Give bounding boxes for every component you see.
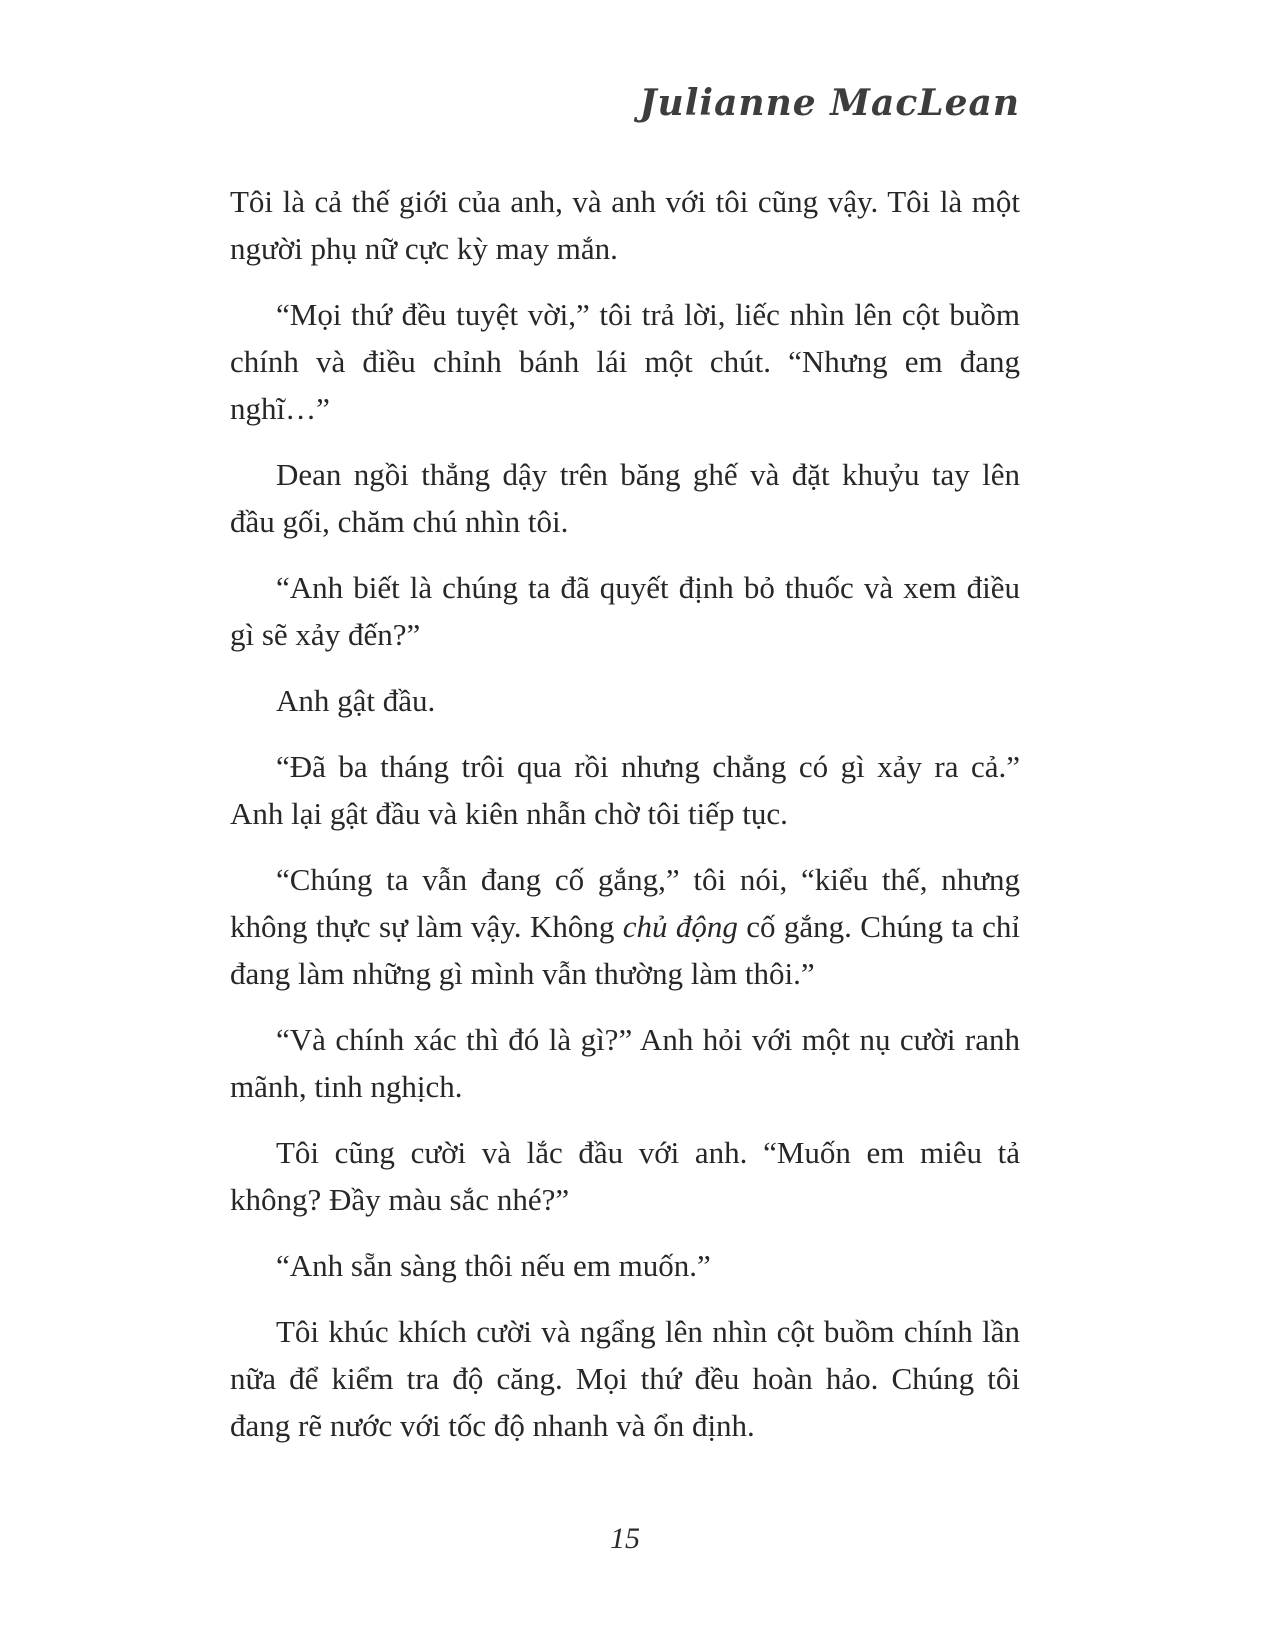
paragraph: [230, 291, 1020, 432]
page-number: 15: [610, 1522, 640, 1555]
paragraph: [230, 178, 1020, 272]
text-segment: Tôi cũng cười và lắc đầu với anh. “Muốn em miêu tả không? Đầy màu sắc nhé?”: [230, 1135, 1020, 1217]
text-segment: Tôi là cả thế giới của anh, và anh với tôi cũng vậy. Tôi là một người phụ nữ cực kỳ may mắn.: [230, 184, 1020, 266]
paragraph: [230, 1242, 1020, 1289]
paragraph: [230, 743, 1020, 837]
paragraph: [230, 564, 1020, 658]
text-segment: Tôi khúc khích cười và ngẩng lên nhìn cột buồm chính lần nữa để kiểm tra độ căng. Mọi thứ đều hoàn hảo. Chúng tôi đang rẽ nước với tốc độ nhanh và ổn định.: [230, 1314, 1020, 1443]
paragraph: [230, 451, 1020, 545]
text-segment: “Anh biết là chúng ta đã quyết định bỏ thuốc và xem điều gì sẽ xảy đến?”: [230, 570, 1020, 652]
text-segment: “Và chính xác thì đó là gì?” Anh hỏi với một nụ cười ranh mãnh, tinh nghịch.: [230, 1022, 1020, 1104]
text-segment: chủ động: [622, 909, 738, 944]
paragraph: [230, 856, 1020, 997]
paragraph: [230, 1308, 1020, 1449]
text-segment: Dean ngồi thẳng dậy trên băng ghế và đặt khuỷu tay lên đầu gối, chăm chú nhìn tôi.: [230, 457, 1020, 539]
text-segment: “Anh sẵn sàng thôi nếu em muốn.”: [276, 1248, 711, 1283]
text-segment: Anh gật đầu.: [276, 683, 436, 718]
running-head-author: Julianne MacLean: [639, 82, 1020, 124]
paragraph: [230, 1129, 1020, 1223]
paragraph: [230, 677, 1020, 724]
text-segment: “Đã ba tháng trôi qua rồi nhưng chẳng có gì xảy ra cả.” Anh lại gật đầu và kiên nhẫn chờ tôi tiếp tục.: [230, 749, 1020, 831]
body-text-block: [230, 178, 1020, 1468]
paragraph: [230, 1016, 1020, 1110]
text-segment: cố gắng. Chúng ta chỉ đang làm những gì mình vẫn thường làm thôi.”: [230, 909, 1020, 991]
text-segment: “Chúng ta vẫn đang cố gắng,” tôi nói, “kiểu thế, nhưng không thực sự làm vậy. Không: [230, 862, 1020, 944]
text-segment: “Mọi thứ đều tuyệt vời,” tôi trả lời, liếc nhìn lên cột buồm chính và điều chỉnh bánh lái một chút. “Nhưng em đang nghĩ…”: [230, 297, 1020, 426]
